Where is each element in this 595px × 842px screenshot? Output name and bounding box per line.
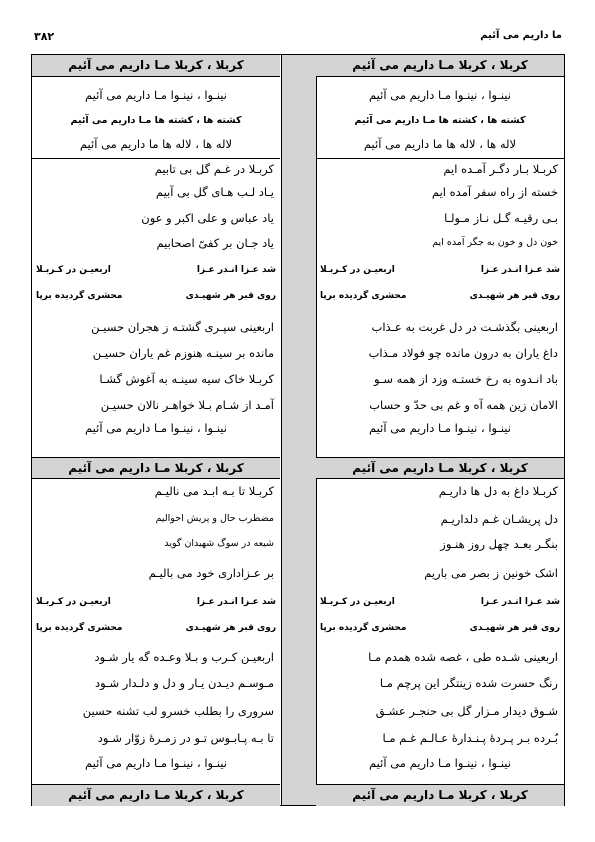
verse-line: سروری را بطلب خسرو لب تشنه حسین bbox=[82, 704, 274, 718]
verse-line: تا بـه پـابـوس تـو در زمـرهٔ زوّار شـود bbox=[97, 731, 274, 745]
verse-line: باد انـدوه به رخ خستـه وزد از همه سـو bbox=[374, 372, 558, 386]
opening-line: شیعه در سوگ شهیدان گوید bbox=[164, 538, 274, 549]
intro-line-3: لاله ها ، لاله ها ما داریم می آئیم bbox=[363, 137, 517, 151]
opening-line: بـی رقیـه گـل نـاز مـولـا bbox=[444, 211, 558, 225]
left-column bbox=[32, 55, 280, 805]
chorus-line bbox=[36, 289, 276, 303]
opening-line: مضطرب حال و پریش احوالیم bbox=[155, 513, 274, 524]
chorus-part: محشری گردیده برپا bbox=[320, 623, 407, 633]
chorus-part: شد عـزا انـدر عـزا bbox=[196, 597, 276, 607]
verse-line: اربعینی سپـری گشتـه ز هجران حسیـن bbox=[91, 320, 274, 334]
opening-line: کربـلا داغ به دل ها داریـم bbox=[438, 484, 558, 498]
opening-line: کربـلا تا بـه ابـد می نالیـم bbox=[154, 484, 274, 498]
chorus-line bbox=[36, 595, 276, 609]
verse-line: کربـلا خاک سیه سینـه به آغوش گشـا bbox=[99, 372, 274, 386]
chorus-line bbox=[320, 621, 560, 635]
chorus-line bbox=[320, 595, 560, 609]
chorus-part: شد عـزا انـدر عـزا bbox=[480, 265, 560, 275]
refrain-row: کربلا ، کربلا مـا داریم می آئیم bbox=[32, 55, 280, 77]
chorus-line bbox=[320, 289, 560, 303]
opening-line: یـاد لـب هـای گل بی آبیم bbox=[155, 185, 274, 199]
chorus-part: اربعیـن در کـربـلا bbox=[320, 597, 395, 607]
chorus-part: روی قبر هر شهیـدی bbox=[185, 291, 276, 301]
refrain-row: کربلا ، کربلا مـا داریم می آئیم bbox=[316, 784, 564, 806]
closing-line: نینـوا ، نینـوا مـا داریم می آئیم bbox=[369, 421, 511, 435]
verse-line: داغ یاران به درون مانده چو فولاد مـذاب bbox=[368, 346, 558, 360]
opening-line: کربـلا بـار دگـر آمـده ایم bbox=[443, 162, 558, 176]
verse-line: آمـد از شـام بـلا خواهـر نالان حسیـن bbox=[100, 398, 274, 412]
right-column bbox=[316, 55, 564, 805]
verse-line: اربعیـن کـرب و بـلا وعـده گه یار شـود bbox=[94, 650, 274, 664]
opening-line: یاد جـان بر کفیّ اصحابیم bbox=[156, 236, 274, 250]
center-gutter bbox=[281, 55, 317, 805]
opening-line: بنگـر بعـد چهل روز هنـوز bbox=[440, 537, 558, 551]
opening-line: خون دل و خون به جگر آمده ایم bbox=[432, 237, 558, 248]
closing-line: نینـوا ، نینـوا مـا داریم می آئیم bbox=[85, 756, 227, 770]
opening-line: دل پریشـان غـم دلداریـم bbox=[440, 512, 558, 526]
chorus-line bbox=[320, 263, 560, 277]
verse-line: شـوق دیدار مـزار گل بی حنجـر عشـق bbox=[375, 704, 558, 718]
chorus-part: روی قبر هر شهیـدی bbox=[185, 623, 276, 633]
page-header bbox=[34, 28, 562, 46]
opening-line: یاد عباس و علی اکبر و عون bbox=[141, 211, 274, 225]
intro-line-1: نینـوا ، نینـوا مـا داریم می آئیم bbox=[85, 88, 227, 102]
chorus-part: اربعیـن در کـربـلا bbox=[36, 597, 111, 607]
opening-line: خسته از راه سفر آمده ایم bbox=[431, 185, 558, 199]
chorus-part: محشری گردیده برپا bbox=[36, 291, 123, 301]
verse-line: الامان زین همه آه و غم بی حدّ و حساب bbox=[369, 398, 558, 412]
chorus-part: محشری گردیده برپا bbox=[36, 623, 123, 633]
intro-line-2: کشته ها ، کشته ها مـا داریم می آئیم bbox=[354, 115, 526, 126]
chorus-part: شد عـزا انـدر عـزا bbox=[480, 597, 560, 607]
verse-line: اربعینی شـده طی ، غصه شده همدم مـا bbox=[368, 650, 558, 664]
verse-line: بُـرده بـر پـردهٔ پـنـدارهٔ عـالـم غـم مـا bbox=[382, 731, 558, 745]
closing-line: نینـوا ، نینـوا مـا داریم می آئیم bbox=[85, 421, 227, 435]
section-separator bbox=[316, 158, 564, 159]
chorus-line bbox=[36, 621, 276, 635]
poem-table bbox=[31, 54, 565, 806]
chorus-part: روی قبر هر شهیـدی bbox=[469, 291, 560, 301]
chorus-part: محشری گردیده برپا bbox=[320, 291, 407, 301]
chorus-part: روی قبر هر شهیـدی bbox=[469, 623, 560, 633]
verse-line: مـوسـم دیـدن یـار و دل و دلـدار شـود bbox=[95, 676, 274, 690]
refrain-row: کربلا ، کربلا مـا داریم می آئیم bbox=[32, 784, 280, 806]
refrain-row: کربلا ، کربلا مـا داریم می آئیم bbox=[316, 457, 564, 479]
refrain-row: کربلا ، کربلا مـا داریم می آئیم bbox=[32, 457, 280, 479]
page-number: ۳۸۲ bbox=[34, 30, 55, 43]
refrain-row: کربلا ، کربلا مـا داریم می آئیم bbox=[316, 55, 564, 77]
chorus-line bbox=[36, 263, 276, 277]
opening-line: اشک خونین ز بصر می باریم bbox=[424, 566, 558, 580]
section-separator bbox=[32, 158, 280, 159]
opening-line: بر عـزاداری خود می بالیـم bbox=[148, 566, 274, 580]
chorus-part: اربعیـن در کـربـلا bbox=[36, 265, 111, 275]
intro-line-2: کشته ها ، کشته ها مـا داریم می آئیم bbox=[70, 115, 242, 126]
chorus-part: شد عـزا انـدر عـزا bbox=[196, 265, 276, 275]
verse-line: اربعینی بگذشـت در دل غربت به عـذاب bbox=[371, 320, 558, 334]
closing-line: نینـوا ، نینـوا مـا داریم می آئیم bbox=[369, 756, 511, 770]
intro-line-1: نینـوا ، نینـوا مـا داریم می آئیم bbox=[369, 88, 511, 102]
verse-line: مانده بر سینـه هنوزم غم یاران حسیـن bbox=[92, 346, 274, 360]
opening-line: کربـلا در غـم گل بی تابیم bbox=[154, 162, 274, 176]
intro-line-3: لاله ها ، لاله ها ما داریم می آئیم bbox=[79, 137, 233, 151]
verse-line: رنگ حسرت شده زینتگر این پرچم مـا bbox=[379, 676, 558, 690]
chorus-part: اربعیـن در کـربـلا bbox=[320, 265, 395, 275]
running-title: ما داریم می آئیم bbox=[480, 30, 562, 41]
